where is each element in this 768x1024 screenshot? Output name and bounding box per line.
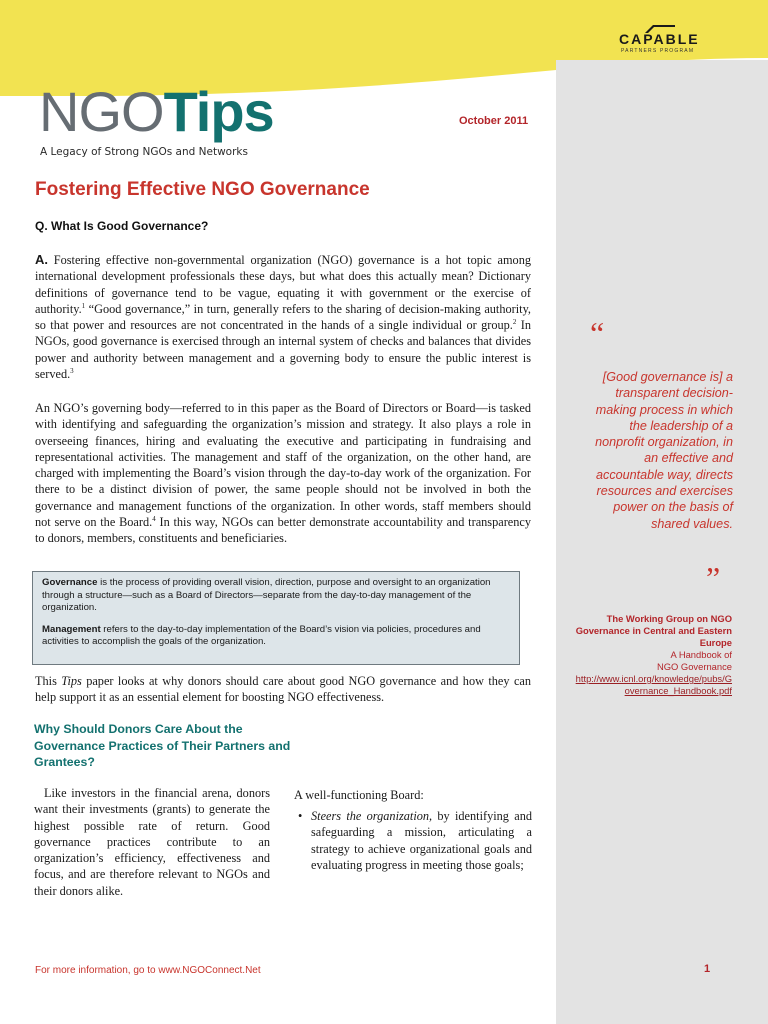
tips-intro-paragraph — [35, 673, 531, 706]
bullet-icon: • — [298, 809, 303, 823]
bullet-item — [311, 808, 532, 873]
management-definition — [42, 624, 519, 649]
quote-source — [572, 613, 732, 697]
source-document-line-2: NGO Governance — [656, 661, 732, 672]
governance-term: Governance — [42, 577, 98, 588]
board-intro: A well-functioning Board: — [294, 788, 424, 802]
governance-definition-text: is the process of providing overall vision, direction, purpose and oversight to an organization through a structure—such as a Board of Directors—separate from the day-to-day management of the organization. — [42, 577, 491, 614]
left-column-paragraph: Like investors in the financial arena, donors want their investments (grants) to generate the highest possible rate of return. Good governance practices contribute to an organization’s efficiency, effectiveness and focus, and are therefore relevant to NGOs and their donors alike. — [34, 786, 270, 898]
source-link[interactable]: http://www.icnl.org/knowledge/pubs/Governance_Handbook.pdf — [575, 673, 732, 696]
source-document-line-1: A Handbook of — [670, 649, 732, 660]
answer-label: A. — [35, 252, 48, 267]
management-term: Management — [42, 623, 101, 635]
p3-tips-word: Tips — [61, 674, 82, 688]
p2-text-b: In this way, NGOs can better demonstrate accountability and transparency to donors, members, constituents and beneficiaries. — [35, 515, 532, 546]
sidebar-panel — [556, 60, 768, 1024]
definitions-box — [32, 571, 520, 665]
question-heading: Q. What Is Good Governance? — [35, 219, 209, 233]
management-definition-text: refers to the day-to-day implementation of the Board’s vision via policies, procedures and activities to accomplish the goals of the organization. — [42, 623, 481, 648]
p1-text-c: In NGOs, good governance is exercised through an internal system of checks and balances that divides power and authority between management and a governing body to ensure the public interest is served. — [35, 318, 531, 382]
article-title: Fostering Effective NGO Governance — [35, 179, 370, 200]
p3-text-b: paper looks at why donors should care about good NGO governance and how they can help support it as an essential element for boosting NGO effectiveness. — [35, 674, 532, 705]
p1-text-b: “Good governance,” in turn, generally refers to the sharing of decision-making authority, so that power and resources are not concentrated in the hands of a single individual or group. — [35, 301, 531, 333]
close-quote-icon: ” — [706, 560, 721, 596]
tagline: A Legacy of Strong NGOs and Networks — [40, 146, 248, 158]
issue-date: October 2011 — [459, 115, 529, 127]
footnote-ref-3: 3 — [70, 366, 74, 375]
ngotips-logo — [39, 80, 274, 144]
page-number: 1 — [704, 963, 711, 975]
right-column — [294, 787, 532, 872]
answer-paragraph — [35, 252, 531, 382]
logo-tips-text: Tips — [163, 80, 274, 143]
brand-subtitle: PARTNERS PROGRAM — [621, 48, 695, 54]
footnote-ref-4: 4 — [152, 514, 156, 523]
bullet-text: by identifying and safeguarding a mission, articulating a strategy to achieve organizational goals and evaluating progress in meeting those goals; — [311, 809, 532, 872]
p2-text-a: An NGO’s governing body—referred to in this paper as the Board of Directors or Board—is tasked with identifying and safeguarding the organization’s mission and strategy. It also plays a role in overseeing finances, hiring and evaluating the executive and participating in fundraising and representational activities. The management and staff of the organization, on the other hand, are charged with implementing the Board’s vision through the day-to-day work of the organization. For there to be a distinct division of power, the same people should not be involved in both the governance and management functions of the organization. In other words, staff members should not serve on the Board. — [35, 401, 531, 530]
section-heading: Why Should Donors Care About the Governance Practices of Their Partners and Grantees? — [34, 722, 291, 769]
p3-text-a: This — [35, 674, 62, 688]
governing-body-paragraph — [35, 400, 531, 547]
pull-quote: [Good governance is] a transparent decision-making process in which the leadership of a nonprofit organization, in an effective and accountable way, directs resources and exercises power on the basis of shared values. — [595, 370, 733, 531]
source-organization: The Working Group on NGO Governance in Central and Eastern Europe — [575, 613, 732, 648]
p1-text-a: Fostering effective non-governmental organization (NGO) governance is a hot topic among international development professionals these days, but what does this actually mean? Dictionary definitions of governance tend to be vague, equating it with government or the exercise of authority. — [35, 253, 531, 316]
bullet-emphasis: Steers the organization, — [311, 809, 433, 823]
brand-name: CAPABLE — [619, 31, 700, 47]
open-quote-icon: “ — [590, 315, 605, 351]
governance-definition — [42, 577, 519, 615]
logo-ngo-text: NGO — [39, 80, 164, 143]
footer-info: For more information, go to www.NGOConnect.Net — [35, 965, 261, 976]
footnote-ref-2: 2 — [512, 318, 517, 327]
footnote-ref-1: 1 — [81, 301, 86, 310]
